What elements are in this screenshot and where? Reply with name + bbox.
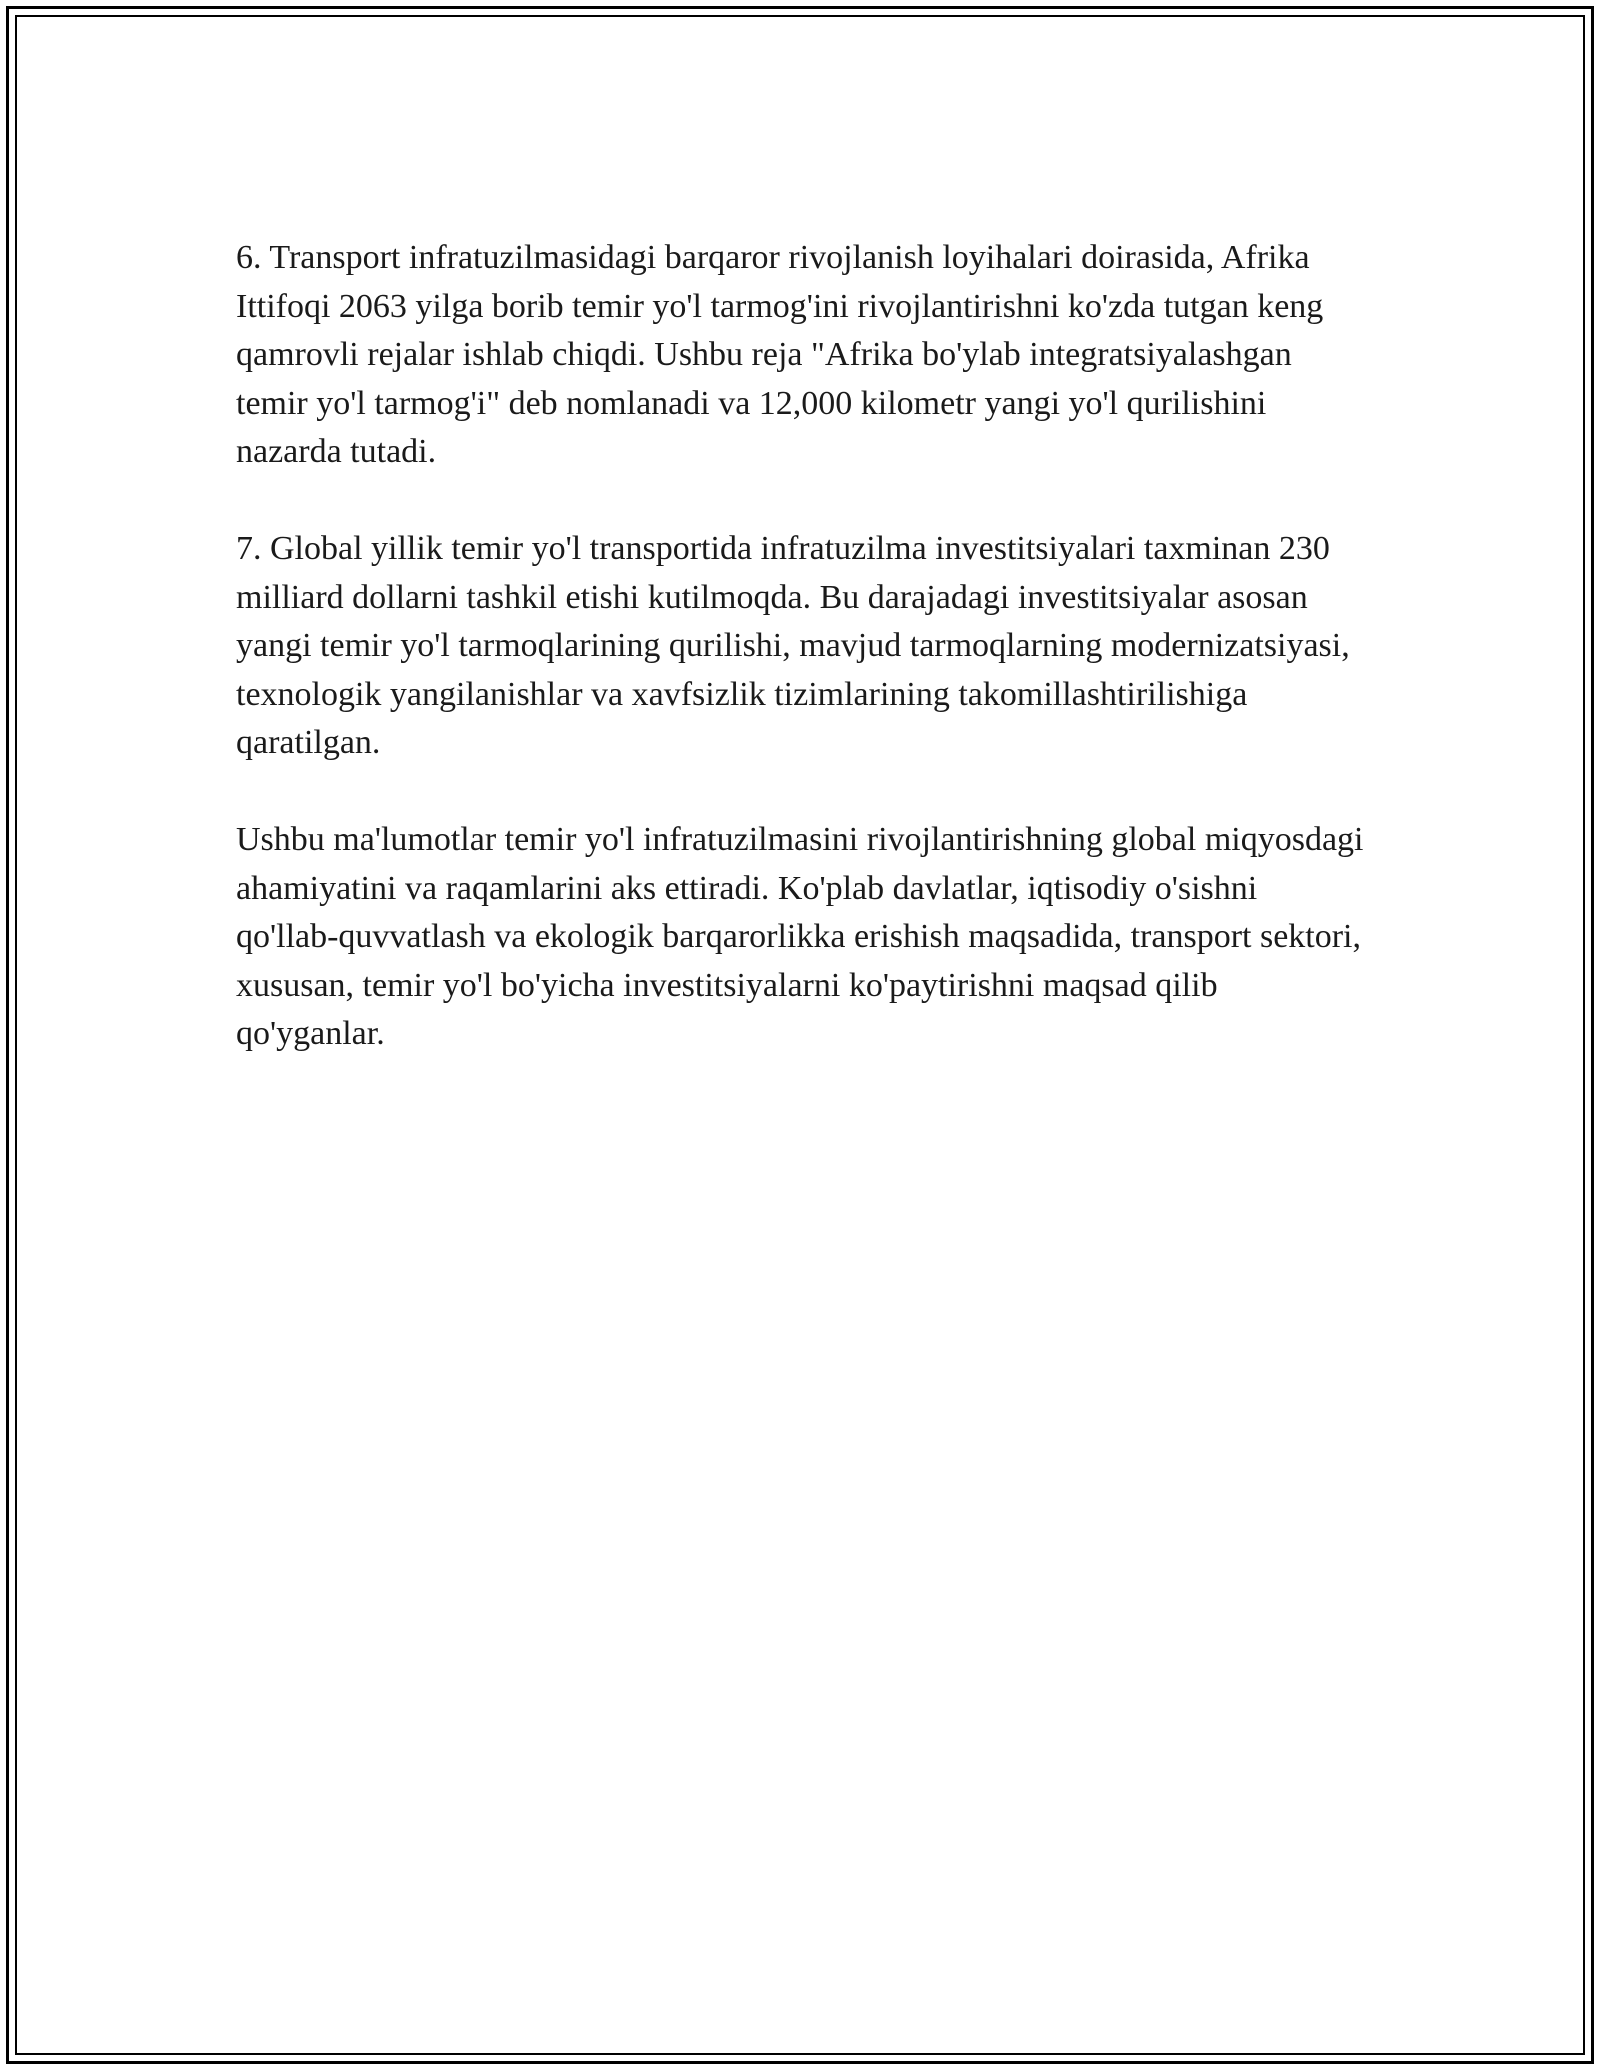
paragraph-summary: Ushbu ma'lumotlar temir yo'l infratuzilmasini rivojlantirishning global miqyosdagi ahamiyatini va raqamlarini aks ettiradi. Ko'plab davlatlar, iqtisodiy o'sishni qo'llab-quvvatlash va ekologik barqarorlikka erishish maqsadida, transport sektori, xususan, temir yo'l bo'yicha investitsiyalarni ko'paytirishni maqsad qilib qo'yganlar. (236, 821, 1364, 1052)
paragraph-6: 6. Transport infratuzilmasidagi barqaror rivojlanish loyihalari doirasida, Afrika Ittifoqi 2063 yilga borib temir yo'l tarmog'ini rivojlantirishni ko'zda tutgan keng qamrovli rejalar ishlab chiqdi. Ushbu reja "Afrika bo'ylab integratsiyalashgan temir yo'l tarmog'i" deb nomlanadi va 12,000 kilometr yangi yo'l qurilishini nazarda tutadi. (236, 239, 1324, 470)
document-body (236, 234, 1366, 1107)
paragraph-7: 7. Global yillik temir yo'l transportida infratuzilma investitsiyalari taxminan 230 milliard dollarni tashkil etishi kutilmoqda. Bu darajadagi investitsiyalar asosan yangi temir yo'l tarmoqlarining qurilishi, mavjud tarmoqlarning modernizatsiyasi, texnologik yangilanishlar va xavfsizlik tizimlarining takomillashtirilishiga qaratilgan. (236, 530, 1350, 761)
